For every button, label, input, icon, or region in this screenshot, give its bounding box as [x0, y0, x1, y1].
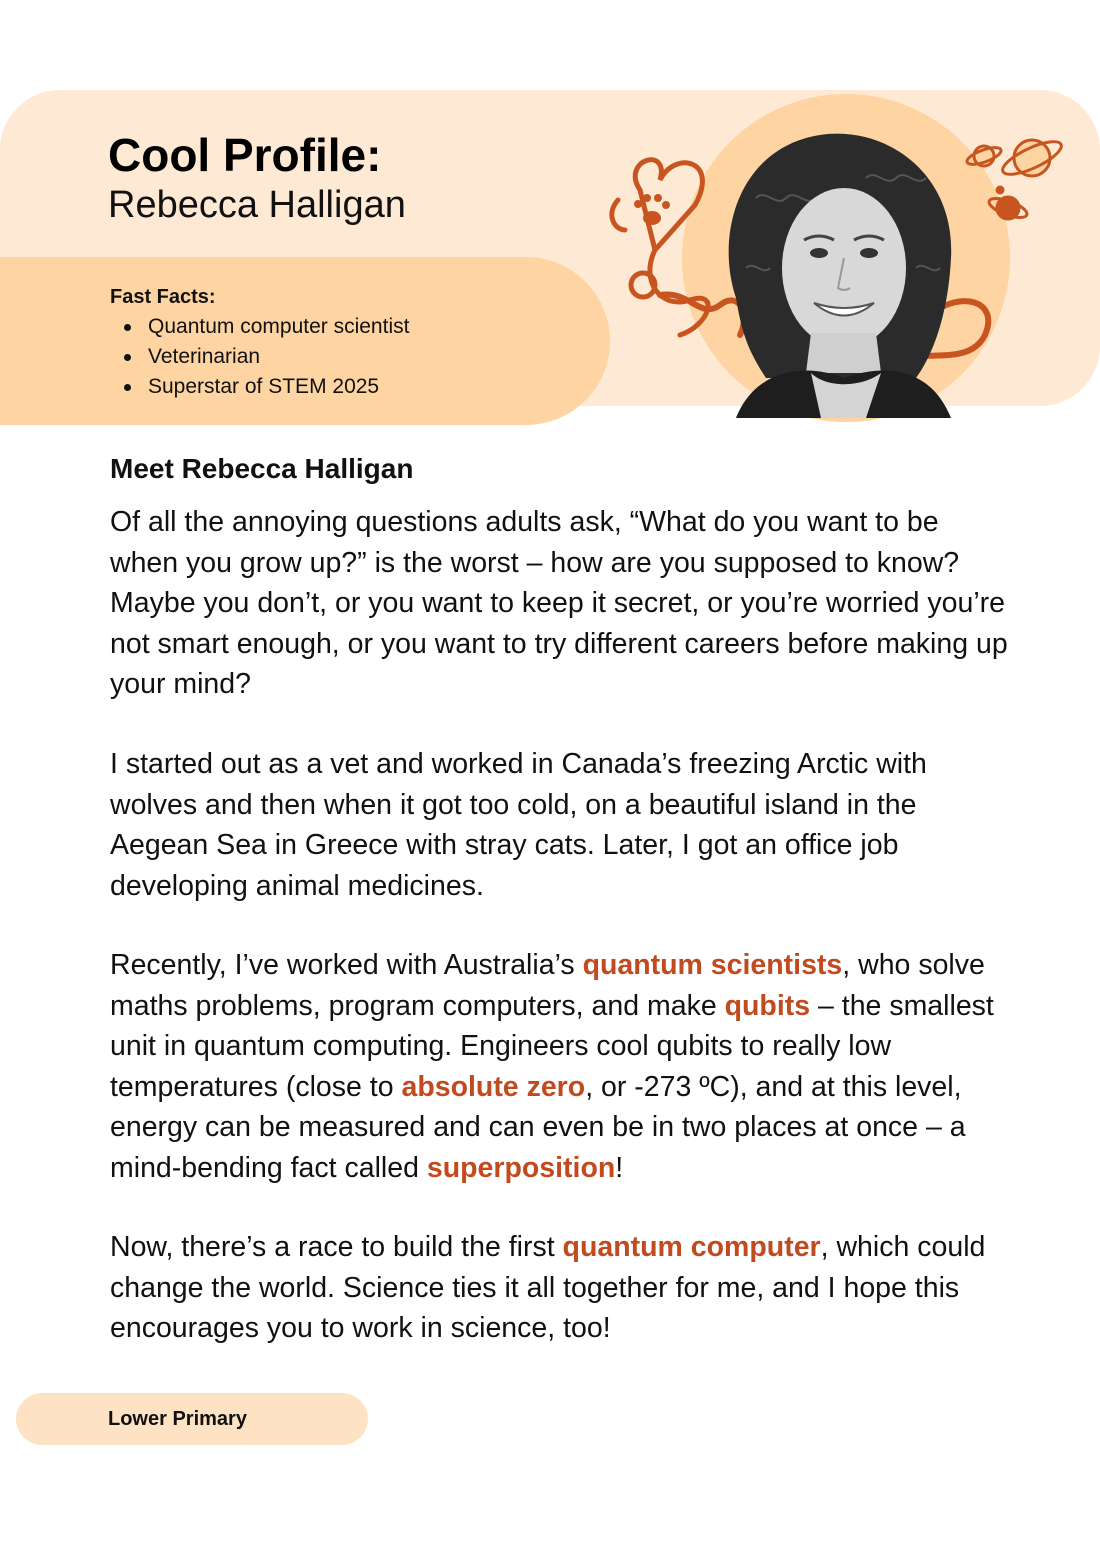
- profile-photo: [716, 118, 966, 418]
- highlight-term: quantum computer: [562, 1231, 821, 1263]
- text-run: !: [615, 1151, 624, 1184]
- text-run: Now, there’s a race to build the first: [110, 1231, 563, 1263]
- paragraph-4: [110, 1227, 1010, 1349]
- section-heading: Meet Rebecca Halligan: [110, 453, 414, 484]
- highlight-term: absolute zero: [401, 1070, 586, 1103]
- paragraph-1: Of all the annoying questions adults ask, “What do you want to be when you grow up?” is the worst – how are you supposed to know? Maybe you don’t, or you want to keep it secret, or you’re worried you’re not smart enough, or you want to try different careers before making up your mind?: [110, 506, 1008, 700]
- paragraph-2: I started out as a vet and worked in Canada’s freezing Arctic with wolves and then when it got too cold, on a beautiful island in the Aegean Sea in Greece with stray cats. Later, I got an office job developing animal medicines.: [110, 748, 927, 902]
- text-run: Recently, I’ve worked with Australia’s: [110, 949, 583, 981]
- text-run: – the smallest unit in quantum computing. Engineers cool qubits to really low temperatures (close to: [110, 989, 994, 1103]
- highlight-term: quantum scientists: [582, 949, 843, 981]
- highlight-term: qubits: [724, 989, 811, 1022]
- profile-name: Rebecca Halligan: [108, 184, 406, 226]
- page-title: Cool Profile:: [108, 129, 382, 181]
- text-run: , which could change the world. Science ties it all together for me, and I hope this encourages you to work in science, too!: [110, 1231, 986, 1344]
- text-run: , who solve maths problems, program computers, and make: [110, 949, 985, 1022]
- list-item: Veterinarian: [110, 342, 409, 372]
- level-badge: [16, 1393, 368, 1445]
- level-label: Lower Primary: [108, 1408, 247, 1430]
- list-item: Superstar of STEM 2025: [110, 372, 409, 402]
- list-item: Quantum computer scientist: [110, 312, 409, 342]
- fast-facts-list: [110, 312, 409, 402]
- paragraph-3: [110, 945, 1010, 1188]
- highlight-term: superposition: [426, 1151, 616, 1184]
- fast-facts-heading: Fast Facts:: [110, 286, 216, 308]
- text-run: , or -273 ºC), and at this level, energy can be measured and can even be in two places at once – a mind-bending fact called: [110, 1070, 966, 1184]
